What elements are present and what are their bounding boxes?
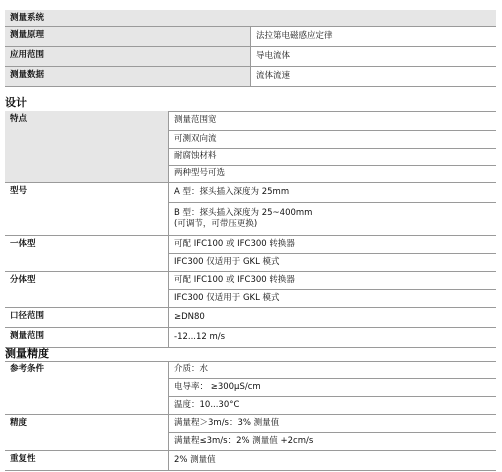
reference-condition: 温度：10...30°C bbox=[169, 397, 497, 415]
design-table bbox=[5, 111, 496, 348]
table-row bbox=[5, 67, 496, 87]
remote-value: 可配 IFC100 或 IFC300 转换器 bbox=[169, 272, 497, 290]
feature-item: 可测双向流 bbox=[169, 131, 497, 148]
feature-item: 测量范围宽 bbox=[169, 111, 497, 131]
diameter-value: ≥DN80 bbox=[169, 308, 497, 328]
repeatability-value: 2% 测量值 bbox=[169, 451, 497, 471]
table-row bbox=[5, 111, 496, 131]
measurement-system-header: 测量系统 bbox=[5, 10, 496, 27]
table-row bbox=[5, 308, 496, 328]
remote-value: IFC300 仅适用于 GKL 模式 bbox=[169, 290, 497, 308]
integral-value: 可配 IFC100 或 IFC300 转换器 bbox=[169, 236, 497, 254]
repeatability-label: 重复性 bbox=[5, 451, 169, 471]
reference-conditions-label: 参考条件 bbox=[5, 361, 169, 415]
application-value: 导电流体 bbox=[251, 47, 497, 67]
model-b-line2: (可调节，可带压更换) bbox=[174, 219, 258, 229]
integral-label: 一体型 bbox=[5, 236, 169, 272]
features-label: 特点 bbox=[5, 111, 169, 183]
integral-value: IFC300 仅适用于 GKL 模式 bbox=[169, 254, 497, 272]
range-value: -12...12 m/s bbox=[169, 328, 497, 348]
principle-value: 法拉第电磁感应定律 bbox=[251, 27, 497, 47]
model-label: 型号 bbox=[5, 183, 169, 236]
table-row bbox=[5, 47, 496, 67]
diameter-label: 口径范围 bbox=[5, 308, 169, 328]
remote-label: 分体型 bbox=[5, 272, 169, 308]
model-a-value: A 型：探头插入深度为 25mm bbox=[169, 183, 497, 203]
table-row bbox=[5, 451, 496, 471]
accuracy-section-title: 测量精度 bbox=[5, 347, 49, 360]
table-row bbox=[5, 236, 496, 254]
feature-item: 两种型号可选 bbox=[169, 165, 497, 182]
design-section-title: 设计 bbox=[5, 96, 27, 109]
table-row bbox=[5, 27, 496, 47]
measured-data-value: 流体流速 bbox=[251, 67, 497, 87]
table-row bbox=[5, 328, 496, 348]
measurement-system-table bbox=[5, 10, 496, 87]
measured-data-label: 测量数据 bbox=[5, 67, 251, 87]
precision-value: 满量程≤3m/s：2% 测量值 +2cm/s bbox=[169, 433, 497, 451]
table-row bbox=[5, 272, 496, 290]
accuracy-table bbox=[5, 361, 496, 471]
reference-condition: 电导率： ≥300µS/cm bbox=[169, 379, 497, 397]
table-row bbox=[5, 415, 496, 433]
model-b-value bbox=[169, 203, 497, 236]
table-row bbox=[5, 183, 496, 203]
application-label: 应用范围 bbox=[5, 47, 251, 67]
precision-label: 精度 bbox=[5, 415, 169, 451]
feature-item: 耐腐蚀材料 bbox=[169, 148, 497, 165]
model-b-line1: B 型：探头插入深度为 25~400mm bbox=[174, 208, 313, 218]
precision-value: 满量程＞3m/s：3% 测量值 bbox=[169, 415, 497, 433]
table-row bbox=[5, 361, 496, 379]
range-label: 测量范围 bbox=[5, 328, 169, 348]
reference-condition: 介质：水 bbox=[169, 361, 497, 379]
principle-label: 测量原理 bbox=[5, 27, 251, 47]
table-header-row bbox=[5, 10, 496, 27]
